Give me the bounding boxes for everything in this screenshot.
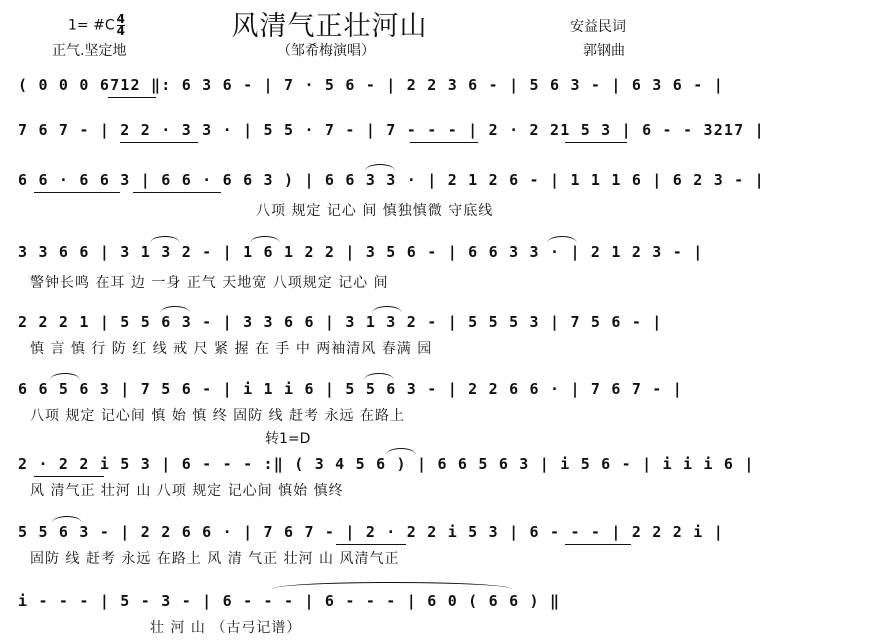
notation-line-1: ( 0 0 0 6712 ‖: 6 3 6 - | 7 · 5 6 - | 2 2 3 6 - | 5 6 3 - | 6 3 6 - |: [18, 76, 724, 94]
tie-mark: [52, 516, 82, 523]
tie-mark: [386, 448, 416, 455]
lyrics-line-1: 八项 规定 记心 间 慎独慎微 守底线: [256, 203, 494, 219]
beam-line: [410, 142, 478, 143]
notation-line-9: i - - - | 5 - 3 - | 6 - - - | 6 - - - | 6 0 ( 6 6 ) ‖: [18, 592, 561, 610]
tie-mark: [365, 164, 395, 171]
beam-line: [565, 142, 627, 143]
beam-line: [34, 192, 120, 193]
tie-mark: [547, 236, 577, 243]
lyrics-line-2: 警钟长鸣 在耳 边 一身 正气 天地宽 八项规定 记心 间: [30, 275, 389, 291]
notation-line-3: 6 6 · 6 6 3 | 6 6 · 6 6 3 ) | 6 6 3 3 · | 2 1 2 6 - | 1 1 1 6 | 6 2 3 - |: [18, 171, 765, 189]
tempo-marking: 正气.坚定地: [52, 43, 127, 59]
long-tie-mark: [272, 582, 512, 589]
time-numerator: 4: [116, 12, 125, 26]
notation-line-8: 5 5 6 3 - | 2 2 6 6 · | 7 6 7 - | 2 · 2 2 i 5 3 | 6 - - - | 2 2 2 i |: [18, 523, 724, 541]
key-label: 1= #C: [68, 17, 115, 34]
beam-line: [34, 476, 104, 477]
tie-mark: [372, 306, 402, 313]
beam-line: [133, 192, 221, 193]
beam-line: [565, 544, 631, 545]
lyrics-line-4: 八项 规定 记心间 慎 始 慎 终 固防 线 赶考 永远 在路上: [30, 408, 405, 424]
notation-line-5: 2 2 2 1 | 5 5 6 3 - | 3 3 6 6 | 3 1 3 2 - | 5 5 5 3 | 7 5 6 - |: [18, 313, 663, 331]
tie-mark: [50, 373, 80, 380]
tie-mark: [150, 236, 180, 243]
beam-line: [336, 544, 406, 545]
modulation-marking: 转1=D: [265, 431, 311, 447]
lyrics-line-3: 慎 言 慎 行 防 红 线 戒 尺 紧 握 在 手 中 两袖清风 春满 园: [30, 341, 433, 357]
time-signature: [117, 14, 125, 37]
key-signature: [68, 14, 125, 37]
tie-mark: [160, 306, 190, 313]
notation-line-4: 3 3 6 6 | 3 1 3 2 - | 1 6 1 2 2 | 3 5 6 - | 6 6 3 3 · | 2 1 2 3 - |: [18, 243, 704, 261]
notation-line-2: 7 6 7 - | 2 2 · 3 3 · | 5 5 · 7 - | 7 - - - | 2 · 2 21 5 3 | 6 - - 3217 |: [18, 121, 765, 139]
lyricist-credit: 安益民词: [570, 19, 626, 35]
lyrics-line-5: 风 清气正 壮河 山 八项 规定 记心间 慎始 慎终: [30, 483, 344, 499]
lyrics-line-6: 固防 线 赶考 永远 在路上 风 清 气正 壮河 山 风清气正: [30, 551, 400, 567]
singer-credit: （邹希梅演唱）: [277, 43, 375, 59]
song-title: 风清气正壮河山: [231, 11, 428, 42]
time-denominator: 4: [116, 24, 125, 38]
beam-line: [120, 142, 198, 143]
notation-line-6: 6 6 5 6 3 | 7 5 6 - | i 1 i 6 | 5 5 6 3 - | 2 2 6 6 · | 7 6 7 - |: [18, 380, 683, 398]
tie-mark: [364, 373, 394, 380]
composer-credit: 郭钢曲: [583, 43, 625, 59]
lyrics-line-7: 壮 河 山 （古弓记谱）: [150, 620, 302, 636]
beam-line: [108, 97, 156, 98]
notation-line-7: 2 · 2 2 i 5 3 | 6 - - - :‖ ( 3 4 5 6 ) | 6 6 5 6 3 | i 5 6 - | i i i 6 |: [18, 455, 755, 473]
tie-mark: [250, 236, 280, 243]
